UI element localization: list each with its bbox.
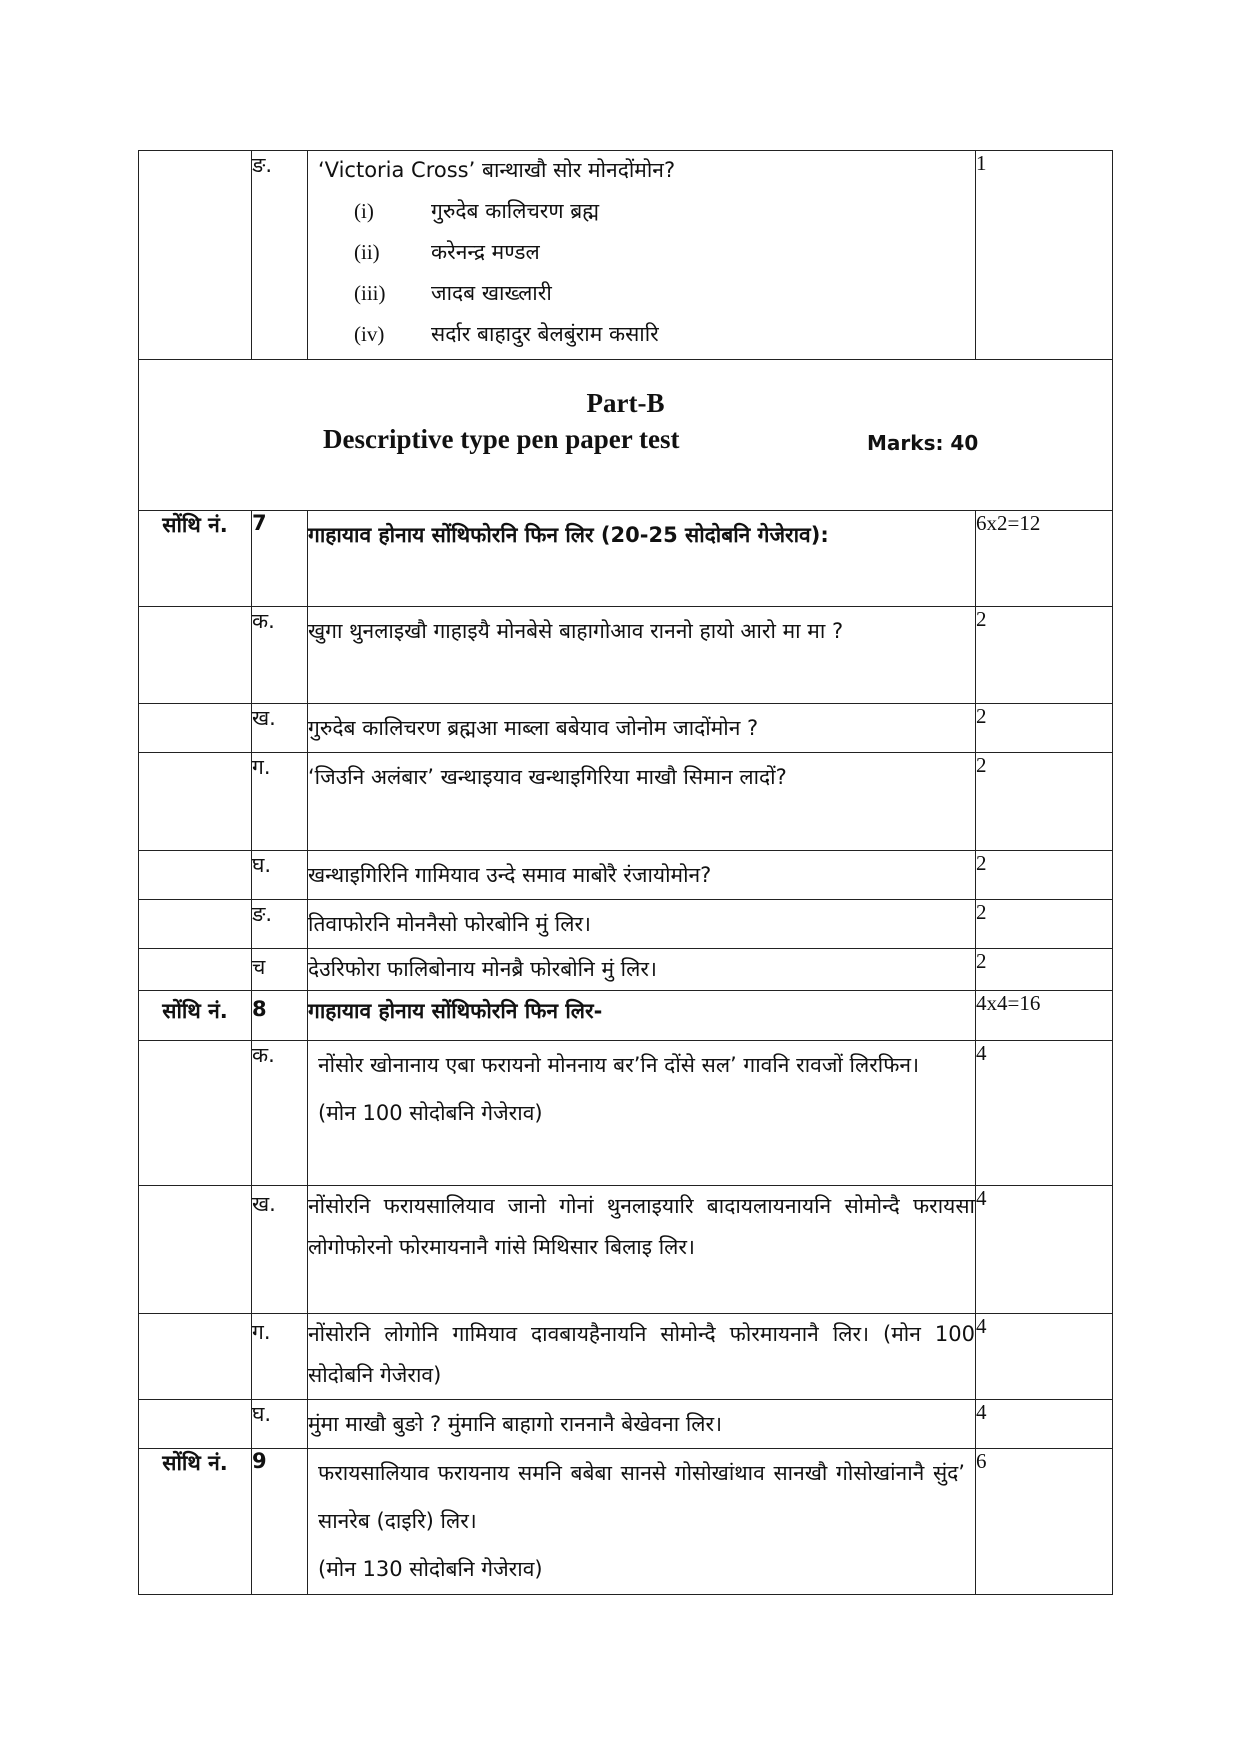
marks-cell: 2 [976,900,1113,949]
option-item [354,273,975,314]
option-number: (iv) [354,322,385,346]
table-row [139,1041,1113,1186]
label-cell [139,151,252,360]
marks-cell: 6x2=12 [976,511,1113,607]
question-number: 7 [252,511,308,607]
question-label: सोंथि नं. [139,1449,252,1595]
sub-number: ख. [252,1186,308,1314]
part-marks: Marks: 40 [867,431,979,455]
question-text: ‘जिउनि अलंबार’ खन्थाइयाव खन्थाइगिरिया माखौ सिमान लादों? [308,753,976,851]
table-row [139,949,1113,991]
marks-cell: 2 [976,851,1113,900]
sub-number: घ. [252,1400,308,1449]
marks-cell: 4 [976,1400,1113,1449]
marks-cell: 4 [976,1314,1113,1400]
marks-cell: 2 [976,949,1113,991]
sub-number: घ. [252,851,308,900]
part-b-header [139,360,1113,511]
sub-number: ङ. [252,900,308,949]
table-row [139,1186,1113,1314]
marks-cell: 4 [976,1186,1113,1314]
table-row [139,851,1113,900]
marks-cell: 1 [976,151,1113,360]
table-row [139,511,1113,607]
sub-number: ग. [252,1314,308,1400]
marks-cell: 2 [976,704,1113,753]
option-number: (i) [354,199,374,223]
marks-cell: 2 [976,753,1113,851]
table-row [139,704,1113,753]
table-row [139,1314,1113,1400]
part-title: Part-B [586,388,665,418]
question-cell [308,1449,976,1595]
question-note: (मोन 130 सोदोबनि गेजेराव) [318,1557,543,1581]
question-text: तिवाफोरनि मोननैसो फोरबोनि मुं लिर। [308,900,976,949]
table-row [139,1400,1113,1449]
option-item [354,232,975,273]
question-text: खन्थाइगिरिनि गामियाव उन्दे समाव माबोरै रंजायोमोन? [308,851,976,900]
question-text: गाहायाव होनाय सोंथिफोरनि फिन लिर (20-25 सोदोबनि गेजेराव): [308,511,976,607]
question-text: नोंसोरनि फरायसालियाव जानो गोनां थुनलाइयारि बादायलायनायनि सोमोन्दै फरायसा लोगोफोरनो फोरमायनानै गांसे मिथिसार बिलाइ लिर। [308,1186,976,1314]
question-text: ‘Victoria Cross’ बान्थाखौ सोर मोनदोंमोन? [318,158,676,182]
marks-cell: 2 [976,607,1113,704]
option-number: (iii) [354,281,386,305]
table-row [139,607,1113,704]
sub-number: क. [252,607,308,704]
sub-number: क. [252,1041,308,1186]
option-text: करेनन्द्र मण्डल [431,240,540,264]
question-text: मुंमा माखौ बुङो ? मुंमानि बाहागो राननानै बेखेवना लिर। [308,1400,976,1449]
table-row [139,991,1113,1041]
sub-number: ग. [252,753,308,851]
table-row [139,900,1113,949]
question-text: खुगा थुनलाइखौ गाहाइयै मोनबेसे बाहागोआव राननो हायो आरो मा मा ? [308,607,976,704]
question-label: सोंथि नं. [139,991,252,1041]
question-note: (मोन 100 सोदोबनि गेजेराव) [318,1101,543,1125]
table-row [139,753,1113,851]
question-text: गाहायाव होनाय सोंथिफोरनि फिन लिर- [308,991,976,1041]
question-text: गुरुदेब कालिचरण ब्रह्मआ माब्ला बबेयाव जोनोम जादोंमोन ? [308,704,976,753]
question-cell [308,151,976,360]
sub-number: ङ. [252,151,308,360]
option-text: सर्दार बाहादुर बेलबुंराम कसारि [431,322,659,346]
option-list [354,191,975,355]
marks-cell: 6 [976,1449,1113,1595]
question-label: सोंथि नं. [139,511,252,607]
question-cell [308,1041,976,1186]
question-table [138,150,1113,1595]
question-text: फरायसालियाव फरायनाय समनि बबेबा सानसे गोसोखांथाव सानखौ गोसोखांनानै सुंद’ सानरेब (दाइरि) लिर। [318,1461,965,1533]
question-text: नोंसोरनि लोगोनि गामियाव दावबायहैनायनि सोमोन्दै फोरमायनानै लिर। (मोन 100 सोदोबनि गेजेराव) [308,1314,976,1400]
question-number: 8 [252,991,308,1041]
option-number: (ii) [354,240,380,264]
option-text: गुरुदेब कालिचरण ब्रह्म [431,199,600,223]
option-item [354,191,975,232]
part-b-header-row [139,360,1113,511]
marks-cell: 4x4=16 [976,991,1113,1041]
table-row [139,1449,1113,1595]
sub-number: च [252,949,308,991]
marks-cell: 4 [976,1041,1113,1186]
table-row [139,151,1113,360]
option-text: जादब खाख्लारी [431,281,552,305]
question-text: नोंसोर खोनानाय एबा फरायनो मोननाय बर’नि दोंसे सल’ गावनि रावजों लिरफिन। [318,1053,920,1077]
option-item [354,314,975,355]
question-text: देउरिफोरा फालिबोनाय मोनब्रै फोरबोनि मुं लिर। [308,949,976,991]
sub-number: ख. [252,704,308,753]
part-subtitle: Descriptive type pen paper test [323,424,680,454]
question-number: 9 [252,1449,308,1595]
